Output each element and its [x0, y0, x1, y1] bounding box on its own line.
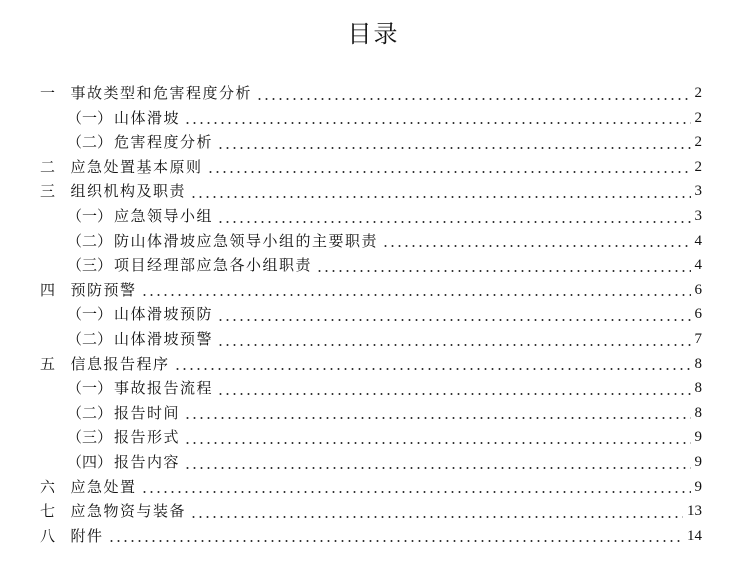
toc-entry-number: （二） — [67, 231, 113, 250]
toc-entry[interactable] — [40, 179, 702, 204]
dot-leader — [184, 467, 690, 469]
dot-leader — [184, 122, 690, 124]
toc-entry[interactable] — [40, 475, 702, 500]
toc-entry-page: 8 — [694, 355, 702, 372]
toc-entry[interactable] — [40, 450, 702, 475]
toc-entry-title: 组织机构及职责 — [70, 182, 187, 201]
toc-entry-page: 2 — [694, 134, 702, 151]
toc-entry-title: 应急领导小组 — [114, 206, 214, 225]
toc-entry-title: 危害程度分析 — [114, 133, 214, 152]
toc-entry[interactable] — [40, 524, 702, 549]
toc-entry-title: 附件 — [70, 526, 104, 545]
dot-leader — [207, 171, 691, 173]
toc-entry-number: （一） — [67, 305, 113, 324]
toc-entry-number: （三） — [67, 256, 113, 275]
toc-entry-number: （二） — [67, 403, 113, 422]
toc-entry-title: 防山体滑坡应急领导小组的主要职责 — [114, 231, 379, 250]
toc-entry-title: 山体滑坡 — [114, 108, 181, 127]
toc-entry-number: 四 — [40, 280, 57, 299]
toc-title: 目录 — [347, 20, 400, 48]
toc-entry-number: （三） — [67, 428, 113, 447]
toc-entry[interactable] — [40, 229, 702, 254]
toc-entry-number: 一 — [40, 84, 57, 102]
toc-entry-page: 7 — [694, 330, 702, 347]
toc-entry-number: （四） — [67, 452, 113, 471]
toc-entry-title: 山体滑坡预防 — [114, 305, 214, 324]
toc-entry[interactable] — [40, 499, 702, 524]
dot-leader — [217, 344, 690, 346]
toc-entry-number: 二 — [40, 157, 57, 176]
toc-entry[interactable] — [40, 352, 702, 377]
dot-leader — [174, 368, 691, 370]
dot-leader — [217, 221, 690, 223]
toc-entry-title: 项目经理部应急各小组职责 — [114, 256, 313, 275]
toc-entry-page: 9 — [694, 478, 702, 495]
toc-entry-page: 14 — [687, 527, 702, 544]
toc-entry-number: 六 — [40, 477, 57, 496]
toc-list — [40, 81, 702, 548]
toc-entry-title: 报告形式 — [114, 428, 181, 447]
toc-entry-number: 五 — [40, 354, 57, 373]
toc-entry-page: 2 — [694, 109, 702, 126]
toc-entry-title: 山体滑坡预警 — [114, 329, 214, 348]
toc-entry-number: 八 — [40, 526, 57, 545]
toc-entry-page: 3 — [694, 183, 702, 200]
toc-entry-page: 4 — [694, 257, 702, 274]
dot-leader — [217, 319, 690, 321]
toc-entry[interactable] — [40, 376, 702, 401]
dot-leader — [184, 417, 690, 419]
toc-entry[interactable] — [40, 278, 702, 303]
toc-entry-number: （一） — [67, 379, 113, 398]
toc-entry-page: 3 — [694, 207, 702, 224]
dot-leader — [190, 516, 683, 518]
toc-entry-number: （二） — [67, 329, 113, 348]
dot-leader — [382, 245, 690, 247]
toc-entry[interactable] — [40, 155, 702, 180]
toc-entry-page: 13 — [687, 503, 702, 520]
toc-entry-title: 应急处置 — [70, 477, 137, 496]
toc-entry-title: 预防预警 — [70, 280, 137, 299]
toc-entry-page: 9 — [694, 453, 702, 470]
dot-leader — [217, 393, 690, 395]
toc-entry-page: 6 — [694, 306, 702, 323]
toc-entry[interactable] — [40, 401, 702, 426]
toc-entry-number: 七 — [40, 502, 57, 521]
dot-leader — [256, 98, 690, 100]
toc-entry[interactable] — [40, 327, 702, 352]
toc-entry[interactable] — [40, 253, 702, 278]
toc-entry-page: 2 — [694, 85, 702, 101]
toc-entry-number: （一） — [67, 108, 113, 127]
toc-entry-title: 应急处置基本原则 — [70, 157, 203, 176]
dot-leader — [184, 442, 690, 444]
toc-entry-page: 8 — [694, 380, 702, 397]
toc-entry-title: 信息报告程序 — [70, 354, 170, 373]
dot-leader — [316, 270, 690, 272]
toc-entry-title: 应急物资与装备 — [70, 502, 187, 521]
toc-entry-title: 报告内容 — [114, 452, 181, 471]
dot-leader — [108, 540, 683, 542]
toc-entry-page: 6 — [694, 281, 702, 298]
toc-entry-title: 事故报告流程 — [114, 379, 214, 398]
toc-entry-page: 2 — [694, 158, 702, 175]
toc-entry-page: 8 — [694, 404, 702, 421]
toc-entry[interactable] — [40, 81, 702, 106]
toc-entry-page: 4 — [694, 232, 702, 249]
toc-entry-number: （一） — [67, 206, 113, 225]
toc-entry[interactable] — [40, 302, 702, 327]
toc-entry-number: 三 — [40, 182, 57, 201]
toc-entry[interactable] — [40, 204, 702, 229]
toc-entry[interactable] — [40, 130, 702, 155]
toc-entry-number: （二） — [67, 133, 113, 152]
toc-entry-title: 报告时间 — [114, 403, 181, 422]
dot-leader — [141, 294, 691, 296]
dot-leader — [190, 196, 690, 198]
toc-entry[interactable] — [40, 106, 702, 131]
toc-entry[interactable] — [40, 425, 702, 450]
dot-leader — [217, 147, 690, 149]
toc-entry-page: 9 — [694, 429, 702, 446]
toc-entry-title: 事故类型和危害程度分析 — [70, 84, 253, 102]
dot-leader — [141, 491, 691, 493]
